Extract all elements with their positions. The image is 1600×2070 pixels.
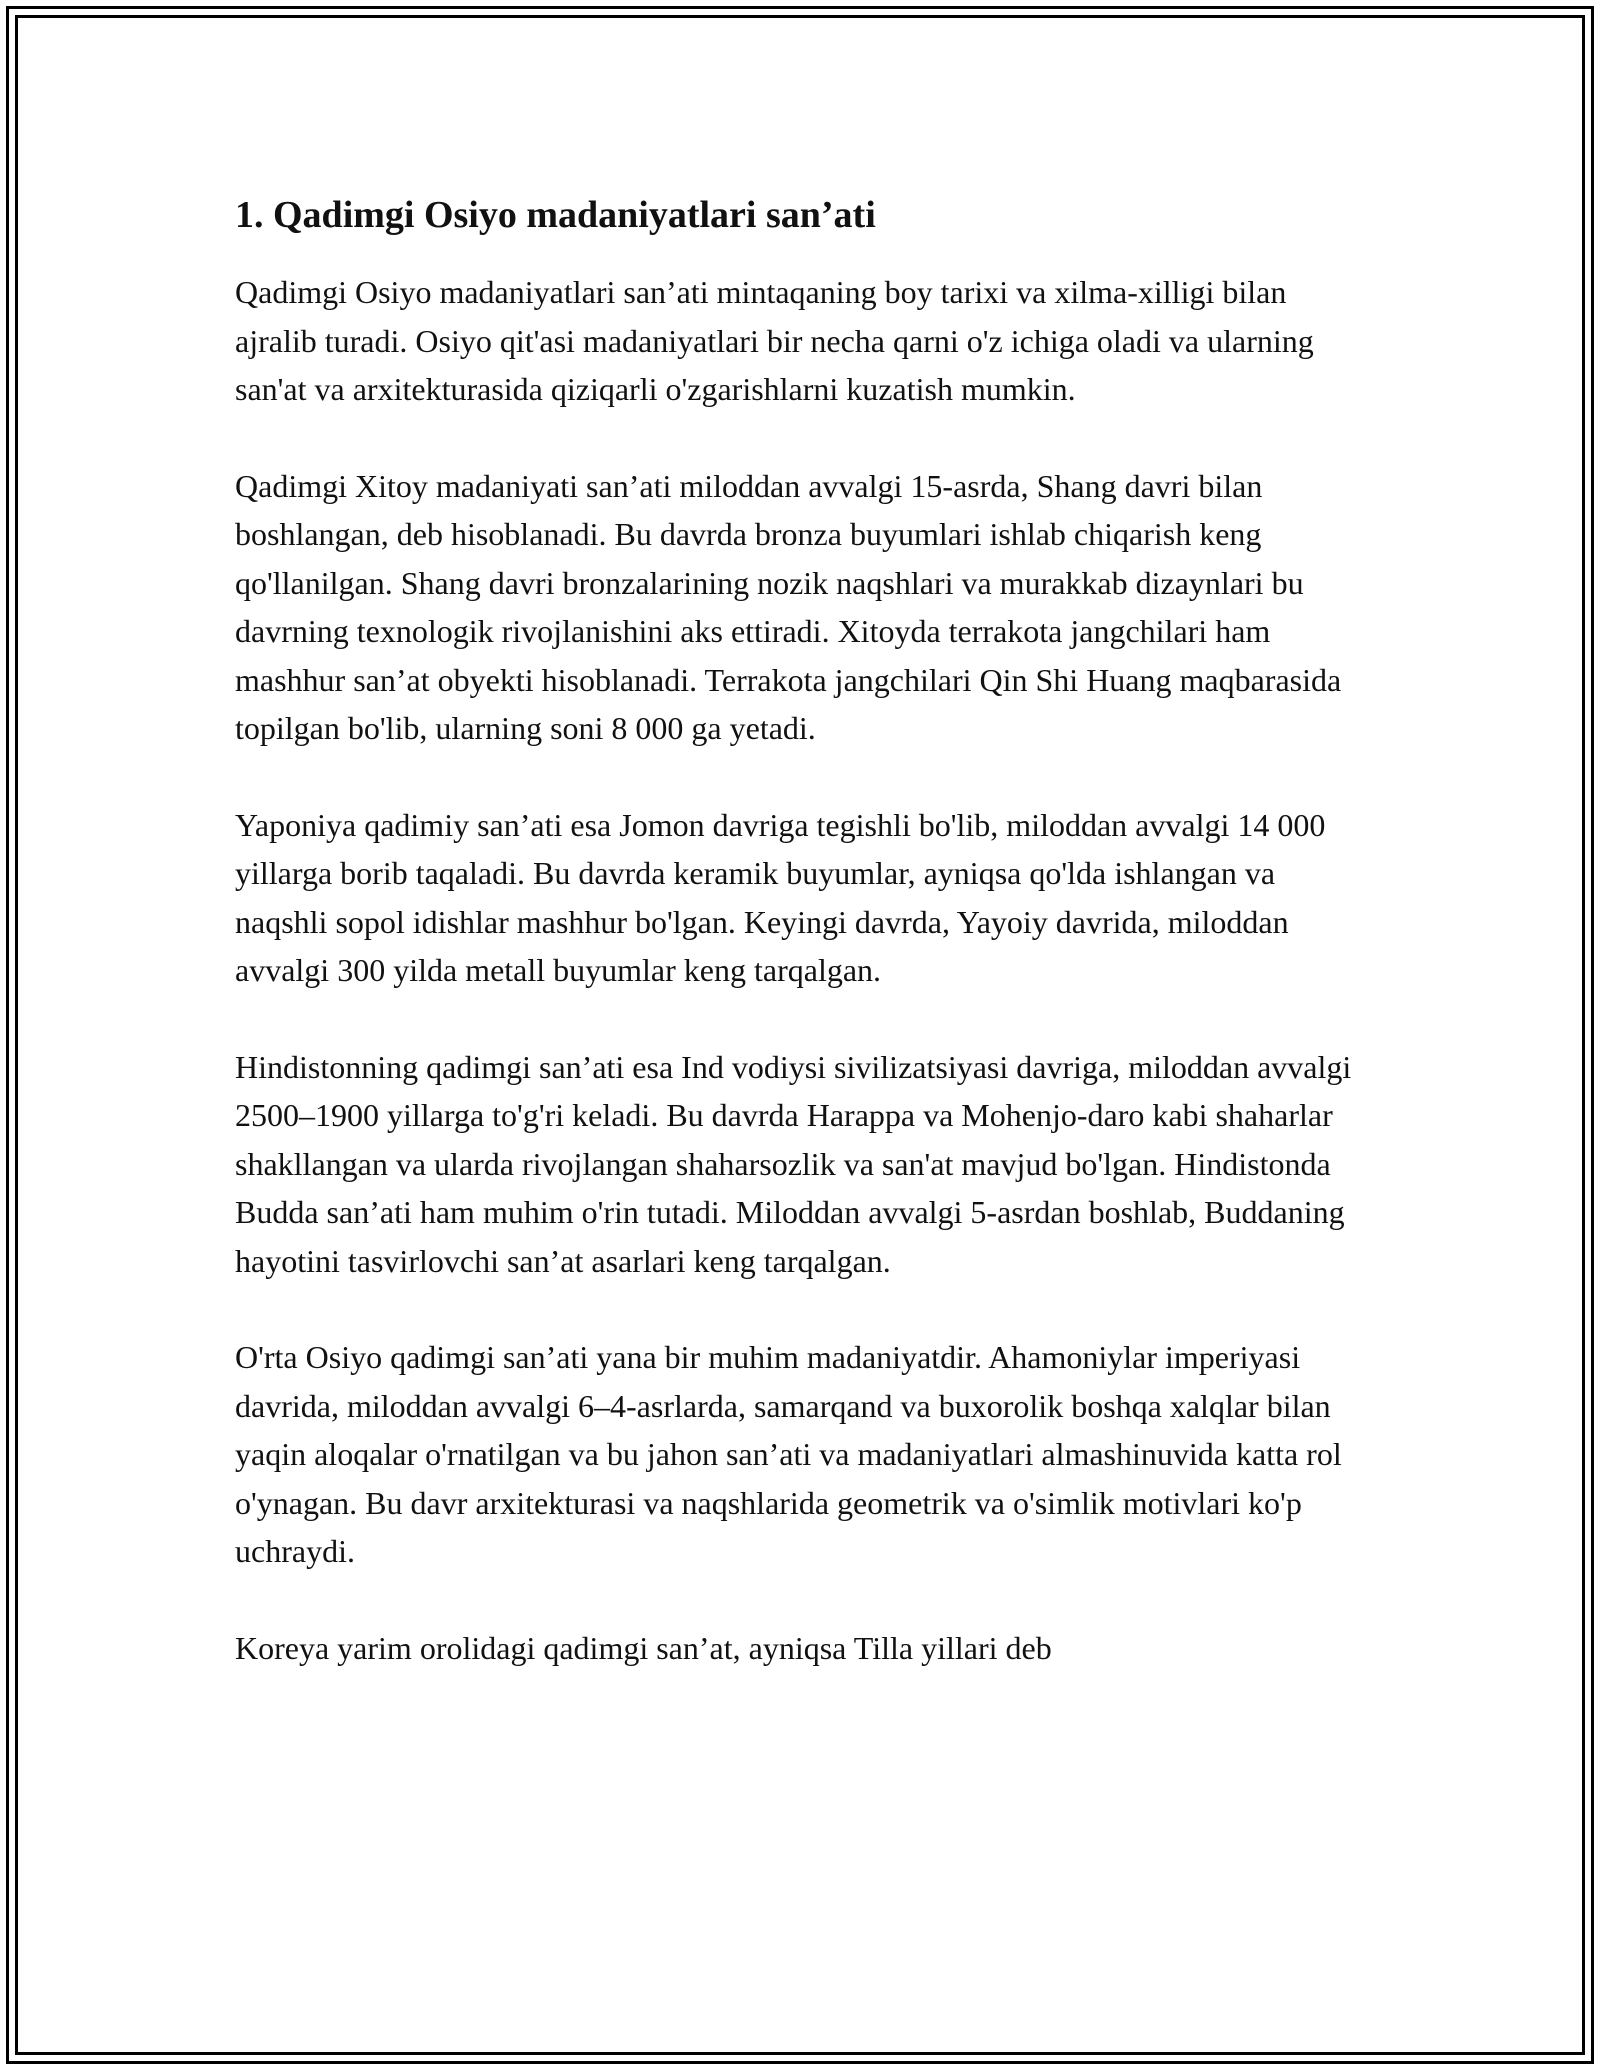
document-title: 1. Qadimgi Osiyo madaniyatlari san’ati	[235, 194, 876, 236]
paragraph-intro: Qadimgi Osiyo madaniyatlari san’ati mintaqaning boy tarixi va xilma-xilligi bilan ajralib turadi. Osiyo qit'asi madaniyatlari bir necha qarni o'z ichiga oladi va ularning san'at va arxitekturasida qiziqarli o'zgarishlarni kuzatish mumkin.	[235, 274, 1314, 407]
paragraph-korea: Koreya yarim orolidagi qadimgi san’at, ayniqsa Tilla yillari deb	[235, 1629, 1052, 1666]
paragraph-central-asia: O'rta Osiyo qadimgi san’ati yana bir muhim madaniyatdir. Ahamoniylar imperiyasi davrida, miloddan avvalgi 6–4-asrlarda, samarqand va buxorolik boshqa xalqlar bilan yaqin aloqalar o'rnatilgan va bu jahon san’ati va madaniyatlari almashinuvida katta rol o'ynagan. Bu davr arxitekturasi va naqshlarida geometrik va o'simlik motivlari ko'p uchraydi.	[235, 1339, 1342, 1569]
document-body	[235, 190, 1375, 1672]
paragraph-china: Qadimgi Xitoy madaniyati san’ati miloddan avvalgi 15-asrda, Shang davri bilan boshlangan, deb hisoblanadi. Bu davrda bronza buyumlari ishlab chiqarish keng qo'llanilgan. Shang davri bronzalarining nozik naqshlari va murakkab dizaynlari bu davrning texnologik rivojlanishini aks ettiradi. Xitoyda terrakota jangchilari ham mashhur san’at obyekti hisoblanadi. Terrakota jangchilari Qin Shi Huang maqbarasida topilgan bo'lib, ularning soni 8 000 ga yetadi.	[235, 467, 1342, 746]
paragraph-japan: Yaponiya qadimiy san’ati esa Jomon davriga tegishli bo'lib, miloddan avvalgi 14 000 yillarga borib taqaladi. Bu davrda keramik buyumlar, ayniqsa qo'lda ishlangan va naqshli sopol idishlar mashhur bo'lgan. Keyingi davrda, Yayoiy davrida, miloddan avvalgi 300 yilda metall buyumlar keng tarqalgan.	[235, 806, 1326, 988]
paragraph-india: Hindistonning qadimgi san’ati esa Ind vodiysi sivilizatsiyasi davriga, miloddan avvalgi 2500–1900 yillarga to'g'ri keladi. Bu davrda Harappa va Mohenjo-daro kabi shaharlar shakllangan va ularda rivojlangan shaharsozlik va san'at mavjud bo'lgan. Hindistonda Budda san’ati ham muhim o'rin tutadi. Miloddan avvalgi 5-asrdan boshlab, Buddaning hayotini tasvirlovchi san’at asarlari keng tarqalgan.	[235, 1048, 1352, 1279]
